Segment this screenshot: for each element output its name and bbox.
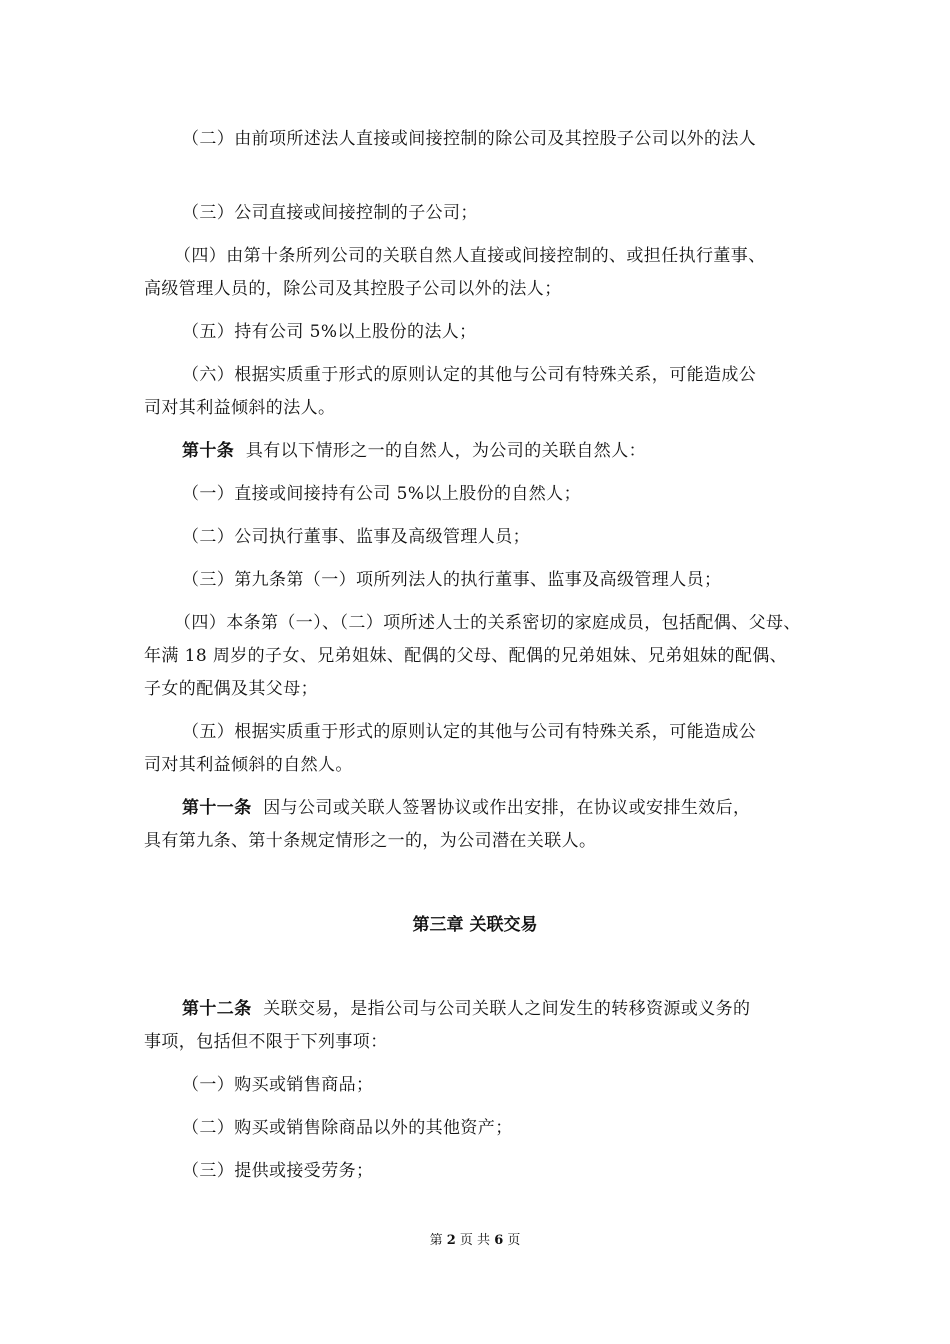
paragraph-line: （五）根据实质重于形式的原则认定的其他与公司有特殊关系，可能造成公: [182, 722, 757, 742]
paragraph-line: 司对其利益倾斜的法人。: [144, 398, 336, 418]
article-text: 关联交易，是指公司与公司关联人之间发生的转移资源或义务的: [263, 999, 751, 1019]
page-footer: [0, 1232, 950, 1250]
paragraph-line: （二）公司执行董事、监事及高级管理人员；: [182, 527, 530, 547]
paragraph-line: （六）根据实质重于形式的原则认定的其他与公司有特殊关系，可能造成公: [182, 365, 757, 385]
paragraph-line: 具有第九条、第十条规定情形之一的，为公司潜在关联人。: [144, 831, 597, 851]
total-page-number: 6: [494, 1233, 504, 1248]
chapter-heading: 第三章 关联交易: [412, 915, 538, 935]
paragraph-line: （一）购买或销售商品；: [182, 1075, 374, 1095]
paragraph-line: （四）本条第（一）、（二）项所述人士的关系密切的家庭成员，包括配偶、父母、: [174, 613, 801, 633]
paragraph-line: （二）购买或销售除商品以外的其他资产；: [182, 1118, 513, 1138]
article-12-line: [182, 997, 750, 1021]
paragraph-line: 司对其利益倾斜的自然人。: [144, 755, 353, 775]
paragraph-line: （二）由前项所述法人直接或间接控制的除公司及其控股子公司以外的法人: [182, 129, 757, 149]
paragraph-line: 高级管理人员的，除公司及其控股子公司以外的法人；: [144, 279, 562, 299]
article-number: 第十二条: [182, 999, 252, 1019]
article-number: 第十一条: [182, 798, 252, 818]
paragraph-line: 年满 18 周岁的子女、兄弟姐妹、配偶的父母、配偶的兄弟姐妹、兄弟姐妹的配偶、: [144, 646, 788, 666]
footer-suffix: 页: [503, 1233, 521, 1248]
paragraph-line: 子女的配偶及其父母；: [144, 679, 318, 699]
footer-middle: 页 共: [455, 1233, 495, 1248]
article-text: 具有以下情形之一的自然人，为公司的关联自然人：: [245, 441, 647, 461]
paragraph-line: 事项，包括但不限于下列事项：: [144, 1032, 388, 1052]
article-number: 第十条: [182, 441, 235, 461]
paragraph-line: （三）提供或接受劳务；: [182, 1161, 374, 1181]
footer-prefix: 第: [429, 1233, 447, 1248]
paragraph-line: （四）由第十条所列公司的关联自然人直接或间接控制的、或担任执行董事、: [174, 246, 766, 266]
paragraph-line: （五）持有公司 5%以上股份的法人；: [182, 322, 477, 342]
paragraph-line: （一）直接或间接持有公司 5%以上股份的自然人；: [182, 484, 581, 504]
article-text: 因与公司或关联人签署协议或作出安排，在协议或安排生效后，: [263, 798, 751, 818]
article-11-line: [182, 796, 750, 820]
article-10-line: [182, 439, 646, 463]
current-page-number: 2: [446, 1233, 456, 1248]
paragraph-line: （三）第九条第（一）项所列法人的执行董事、监事及高级管理人员；: [182, 570, 722, 590]
paragraph-line: （三）公司直接或间接控制的子公司；: [182, 203, 478, 223]
